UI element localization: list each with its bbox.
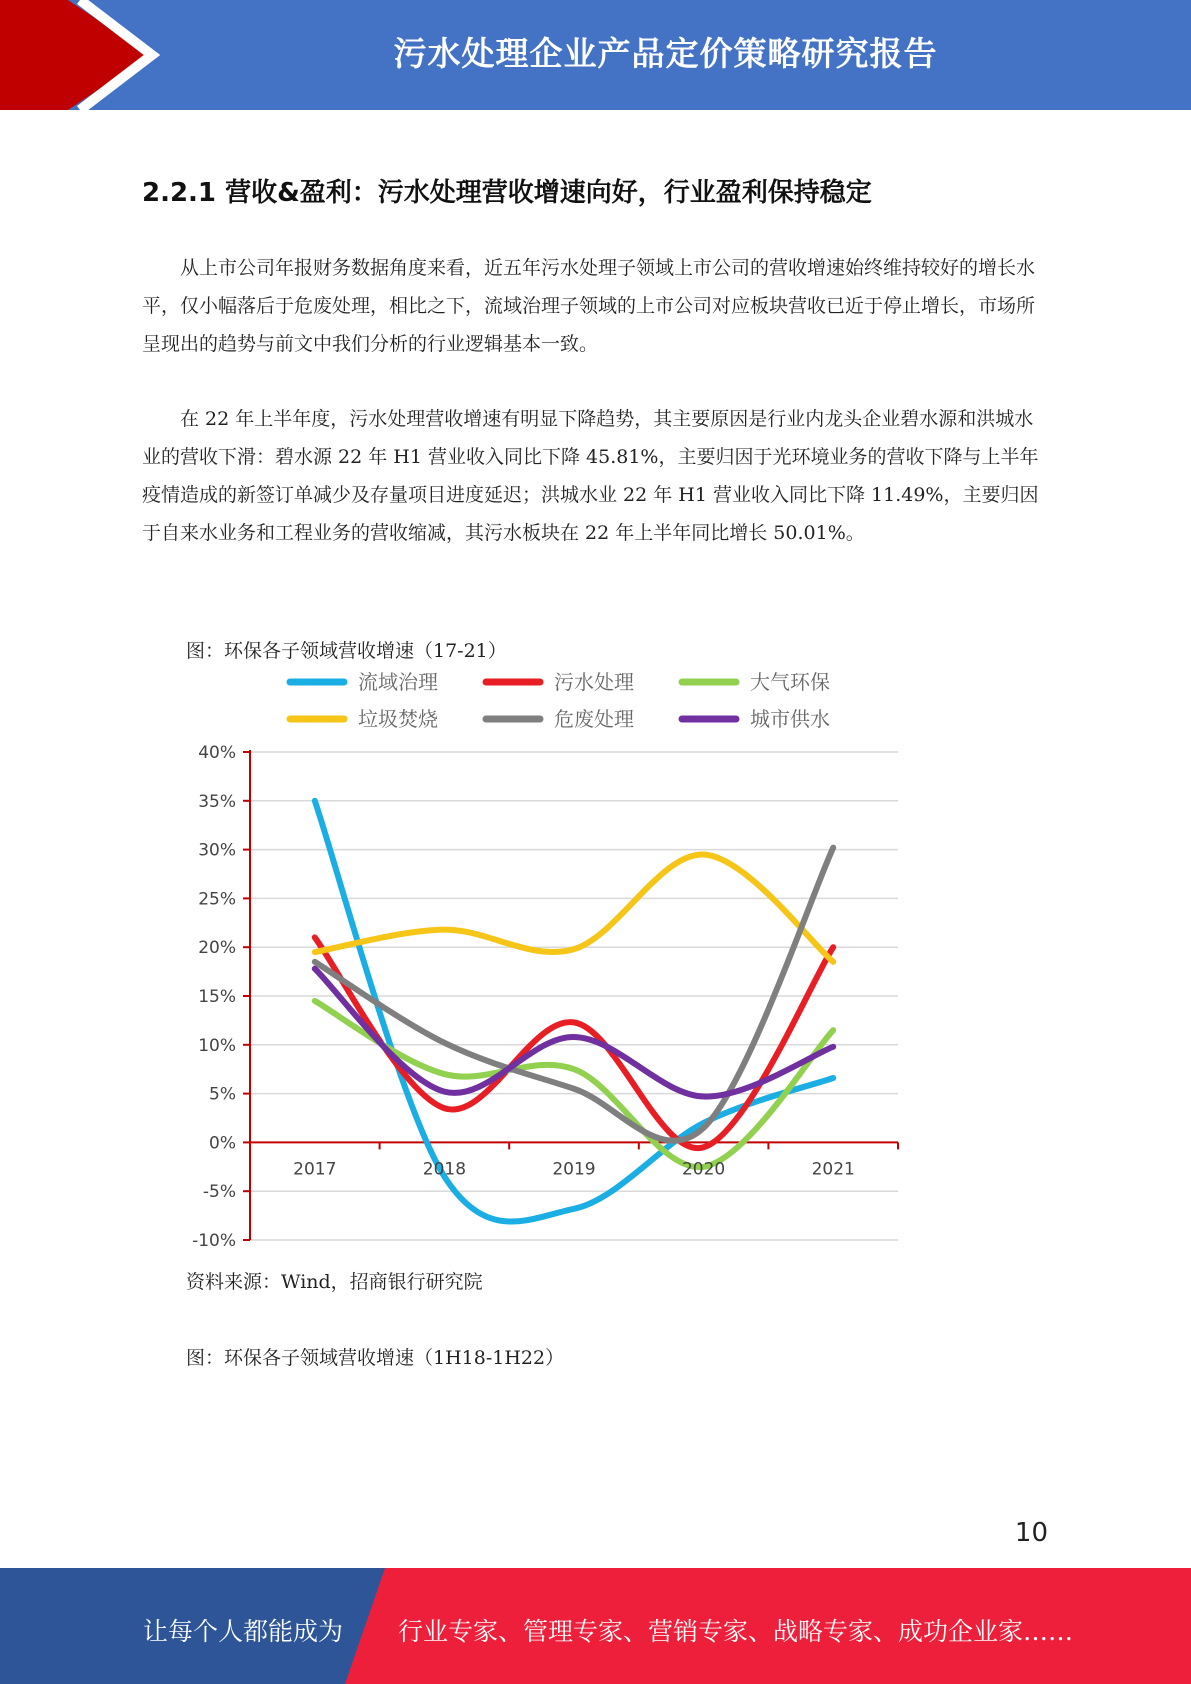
y-tick-label: -10% <box>192 1231 236 1251</box>
revenue-growth-line-chart <box>180 660 920 1260</box>
y-tick-label: 5% <box>209 1084 236 1105</box>
y-tick-label: 0% <box>209 1133 236 1154</box>
legend-label: 流域治理 <box>358 670 438 694</box>
y-tick-label: 20% <box>198 938 236 959</box>
section-heading: 2.2.1 营收&盈利：污水处理营收增速向好，行业盈利保持稳定 <box>142 178 872 208</box>
y-tick-label: 30% <box>198 840 236 861</box>
footer-slogan-left: 让每个人都能成为 <box>143 1617 344 1646</box>
page-header <box>0 0 1191 110</box>
x-tick-label: 2019 <box>552 1159 596 1180</box>
legend-label: 垃圾焚烧 <box>358 707 438 731</box>
figure-2-caption: 图：环保各子领域营收增速（1H18-1H22） <box>186 1347 565 1369</box>
y-tick-label: 10% <box>198 1035 236 1056</box>
legend-label: 污水处理 <box>554 670 634 694</box>
figure-1-caption: 图：环保各子领域营收增速（17-21） <box>186 640 507 662</box>
legend-label: 大气环保 <box>750 670 830 694</box>
y-tick-label: -5% <box>202 1182 236 1203</box>
page-footer <box>0 1568 1191 1684</box>
paragraph-2: 在 22 年上半年度，污水处理营收增速有明显下降趋势，其主要原因是行业内龙头企业碧水源和洪城水业的营收下滑：碧水源 22 年 H1 营业收入同比下降 45.81%，主要归因于光环境业务的营收下降与上半年疫情造成的新签订单减少及存量项目进度延迟；洪城水业 22 年 H1 营业收入同比下降 11.49%，主要归因于自来水业务和工程业务的营收缩减，其污水板块在 22 年上半年同比增长 50.01%。 <box>142 408 1039 544</box>
x-axis-ticks <box>293 1159 855 1179</box>
y-tick-label: 25% <box>198 889 236 910</box>
y-tick-label: 40% <box>198 743 236 763</box>
series-line-垃圾焚烧 <box>315 854 833 961</box>
y-axis-ticks <box>192 743 250 1251</box>
header-title: 污水处理企业产品定价策略研究报告 <box>393 34 938 73</box>
x-tick-label: 2017 <box>293 1159 337 1180</box>
paragraph-1: 从上市公司年报财务数据角度来看，近五年污水处理子领域上市公司的营收增速始终维持较好的增长水平，仅小幅落后于危废处理，相比之下，流域治理子领域的上市公司对应板块营收已近于停止增长，市场所呈现出的趋势与前文中我们分析的行业逻辑基本一致。 <box>142 257 1036 355</box>
page-number: 10 <box>1014 1518 1048 1548</box>
chart-legend <box>290 670 830 731</box>
footer-slogan-right: 行业专家、管理专家、营销专家、战略专家、成功企业家…… <box>398 1617 1074 1646</box>
figure-1-source: 资料来源：Wind，招商银行研究院 <box>186 1271 483 1293</box>
y-tick-label: 35% <box>198 791 236 812</box>
legend-label: 危废处理 <box>554 707 634 731</box>
x-tick-label: 2018 <box>422 1159 467 1180</box>
x-tick-label: 2020 <box>681 1159 726 1180</box>
legend-label: 城市供水 <box>750 707 830 731</box>
y-tick-label: 15% <box>198 987 236 1007</box>
x-tick-label: 2021 <box>811 1159 855 1180</box>
